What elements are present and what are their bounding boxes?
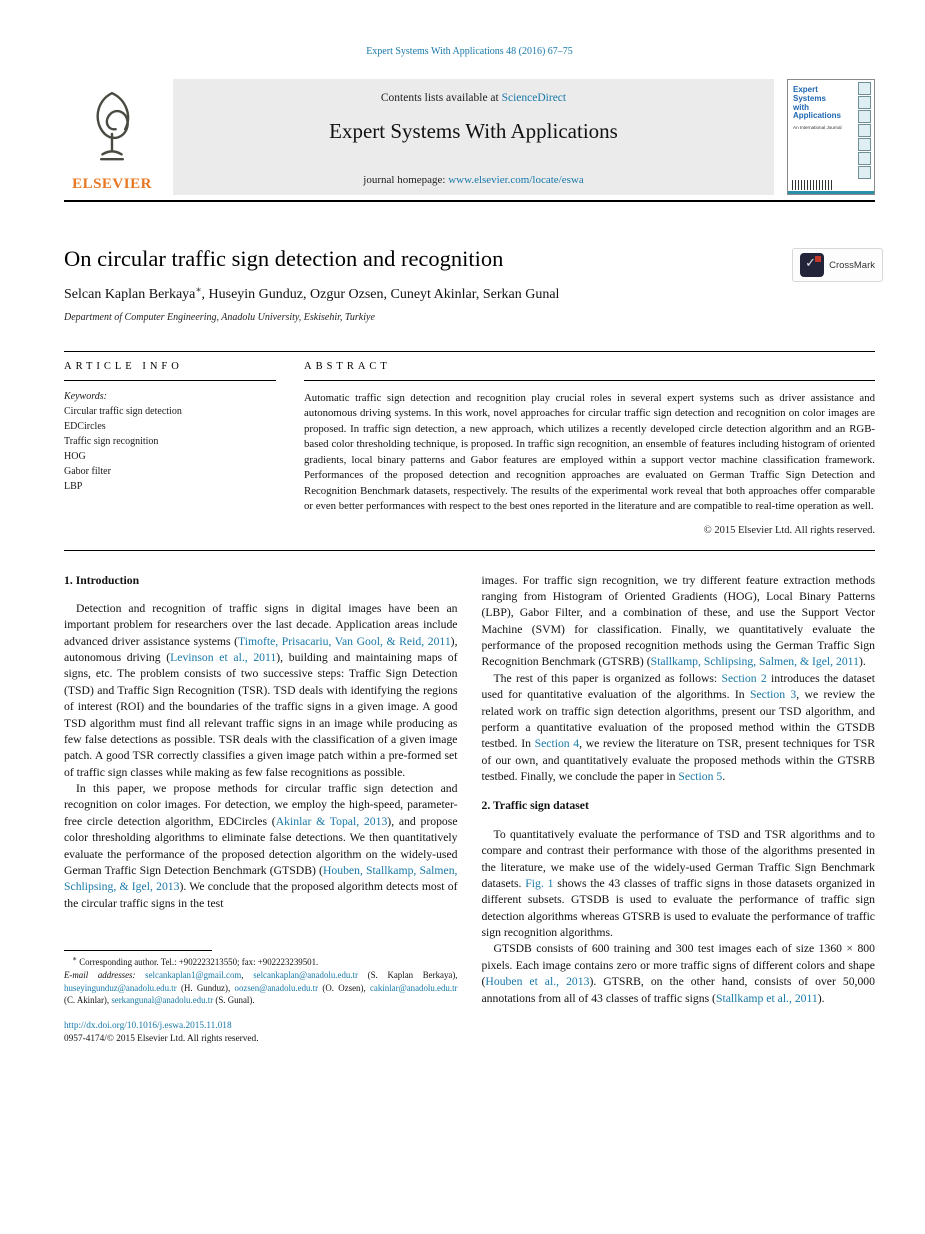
crossmark-badge[interactable] (792, 248, 883, 282)
text-segment: ). GTSRB, on the other hand, consists of over 50,000 annotations from all of 43 classes of traffic signs ( (481, 975, 875, 1005)
text-segment: Corresponding author. Tel.: +902223213550; fax: +902223239501. (77, 957, 319, 968)
text-segment: GTSDB consists of 600 training and 300 test images each of size 1360 × 800 pixels. Each image contains zero or more traffic signs of different colors and shape ( (481, 942, 875, 989)
body-column-right (482, 573, 876, 1007)
cover-subtitle: An International Journal (793, 125, 842, 131)
inline-link[interactable]: Houben et al., 2013 (485, 975, 590, 989)
paragraph (482, 671, 876, 786)
cover-title-line: Expert (793, 85, 818, 94)
journal-cover-thumbnail (787, 79, 875, 195)
issn-copyright-line: 0957-4174/© 2015 Elsevier Ltd. All rights reserved. (64, 1033, 259, 1044)
keyword-item: Gabor filter (64, 466, 111, 477)
text-segment: In this paper, we propose methods for circular traffic sign detection and recognition on color images. For detection, we employ the high-speed, parameter-free circle detection algorithm, EDCircles ( (64, 782, 458, 828)
keyword-item: Traffic sign recognition (64, 436, 159, 447)
paragraph (482, 573, 876, 671)
footnote-rule (64, 950, 212, 951)
doi-link[interactable]: http://dx.doi.org/10.1016/j.eswa.2015.11.018 (64, 1020, 232, 1031)
text-segment: (S. Gunal). (213, 995, 255, 1006)
crossmark-label: CrossMark (829, 259, 875, 271)
inline-link[interactable]: oozsen@anadolu.edu.tr (234, 982, 319, 993)
email-addresses-note (64, 969, 458, 1007)
text-segment: images. For traffic sign recognition, we try different feature extraction methods ranging from Histogram of Oriented Gradients (HOG), Local Binary Patterns (LBP), Gabor Filter, and a combination of these, and use the Support Vector Machine (SVM) for classification. Finally, we quantitatively evaluate the performance of the proposed recognition methods using the German Traffic Sign Recognition Benchmark (GTSRB) ( (481, 573, 875, 669)
abstract-heading: ABSTRACT (304, 361, 875, 381)
text-segment: (S. Kaplan Berkaya), (357, 969, 458, 980)
keyword-item: HOG (64, 451, 86, 462)
text-segment: shows the 43 classes of traffic signs in those datasets organized in different subsets. GTSDB is used to evaluate the performance of traffic sign detection algorithms whereas GTSRB is used to evaluate the performance of traffic sign recognition algorithms. (481, 876, 876, 939)
text-segment: (O. Ozsen), (318, 982, 370, 993)
inline-link[interactable]: Houben, Stallkamp, Salmen, Schlipsing, & Igel, 2013 (64, 863, 458, 894)
cover-icon-cell (858, 82, 871, 95)
inline-link[interactable]: Levinson et al., 2011 (170, 651, 277, 664)
inline-link[interactable]: Timofte, Prisacariu, Van Gool, & Reid, 2011 (238, 634, 451, 648)
footnote-block (64, 938, 458, 1007)
journal-header-box (173, 79, 774, 195)
sciencedirect-link[interactable]: ScienceDirect (501, 92, 567, 104)
text-segment: To quantitatively evaluate the performance of TSD and TSR algorithms and to compare and contrast their performance with those of the algorithms presented in the literature, we make use of the widely-used German Traffic Sign Benchmark datasets. (481, 827, 875, 890)
text-segment: ), autonomous driving ( (64, 634, 458, 664)
text-segment: ). (858, 655, 866, 669)
cover-title-line: Systems (793, 93, 826, 103)
text-segment: (C. Akinlar), (64, 995, 112, 1006)
inline-link[interactable]: Akinlar & Topal, 2013 (275, 814, 388, 828)
inline-link[interactable]: Section 3 (749, 688, 797, 702)
inline-link[interactable]: Stallkamp et al., 2011 (715, 991, 818, 1005)
corresponding-author-note (64, 956, 458, 969)
article-info-heading: ARTICLE INFO (64, 361, 276, 381)
cover-title-line: Applications (793, 111, 842, 121)
section-1-heading: 1. Introduction (64, 573, 140, 587)
cover-icon-cell (858, 152, 871, 165)
body-column-left (64, 573, 458, 1007)
text-segment: , (241, 969, 254, 980)
body-columns (64, 573, 875, 1007)
text-segment: ). (817, 991, 825, 1005)
keyword-item: Circular traffic sign detection (64, 406, 182, 417)
journal-homepage-line (363, 174, 583, 186)
author-affiliation: Department of Computer Engineering, Anadolu University, Eskisehir, Turkiye (64, 312, 375, 323)
journal-homepage-link[interactable]: www.elsevier.com/locate/eswa (448, 174, 584, 186)
text-segment: The rest of this paper is organized as follows: (493, 671, 722, 685)
cover-icon-cell (858, 166, 871, 179)
author-list (64, 284, 875, 303)
superscript-marker: ∗ (72, 954, 78, 964)
inline-link[interactable]: Fig. 1 (525, 876, 554, 890)
journal-banner (64, 79, 875, 195)
keyword-item: EDCircles (64, 421, 106, 432)
paragraph (482, 941, 876, 1007)
journal-citation-header: Expert Systems With Applications 48 (2016) 67–75 (366, 46, 573, 57)
inline-link[interactable]: Stallkamp, Schlipsing, Salmen, & Igel, 2011 (650, 655, 859, 669)
inline-link[interactable]: selcankaplan1@gmail.com (145, 969, 242, 980)
text-segment: ), building and maintaining maps of signs, etc. The problem consists of two successive steps: Traffic Sign Detection (TSD) and Traffic Sign Recognition (TSR). TSD deals with identifying the regions of interest (ROI) and the boundaries of the traffic signs in a given image. A good TSD algorithm must find all relevant traffic signs in an image while producing as few false detections as possible. TSR deals with the classification of a given image patch. A good TSR correctly classifies a given image patch within a pre-formed set of traffic sign classes while making as few false recognitions as possible. (64, 651, 458, 779)
paragraph (64, 601, 458, 781)
text-segment: Detection and recognition of traffic signs in digital images have been an important problem for researchers over the last decade. Application areas include advanced driver assistance systems ( (64, 601, 458, 648)
cover-icon-cell (858, 138, 871, 151)
inline-link[interactable]: selcankaplan@anadolu.edu.tr (253, 969, 358, 980)
text-segment: (H. Gunduz), (176, 982, 235, 993)
page-footer (64, 1021, 875, 1044)
inline-link[interactable]: Section 2 (721, 671, 767, 685)
text-segment: introduces the dataset used for quantitative evaluation of the algorithms. In (481, 671, 875, 702)
text-segment: Selcan Kaplan Berkaya (64, 287, 196, 302)
elsevier-tree-icon (76, 79, 148, 176)
inline-link[interactable]: huseyingunduz@anadolu.edu.tr (64, 982, 177, 993)
paragraph (482, 827, 876, 942)
text-segment: , we review the literature on TSR, present techniques for TSR of our own, and quantitatively evaluate the proposed methods within the GTSRB testbed. Finally, we conclude the paper in (481, 737, 875, 783)
banner-divider-rule (64, 200, 875, 202)
article-title: On circular traffic sign detection and recognition (64, 246, 504, 271)
abstract-text: Automatic traffic sign detection and recognition play crucial roles in several expert systems such as driver assistance and autonomous driving systems. In this work, novel approaches for circular traffic sign detection and recognition on color images are proposed. In traffic sign detection, a new approach, which utilizes a recently developed circle detection algorithm and an RGB-based color thresholding technique, is proposed. In traffic sign recognition, an ensemble of features including histogram of oriented gradients, local binary patterns and Gabor features are employed within a support vector machine classification framework. Performances of the proposed detection and recognition approaches are evaluated on German Traffic Sign Detection and Recognition Benchmark datasets, respectively. The results of the experimental work reveal that both approaches offer comparable or even better performances with respect to the best ones reported in the literature and are compatible to real-time operation as well. (304, 392, 875, 513)
superscript-marker: ∗ (195, 284, 202, 295)
elsevier-logo (64, 79, 160, 195)
cover-icon-grid (858, 82, 872, 179)
contents-list-prefix: Contents lists available at (380, 92, 502, 104)
cover-icon-cell (858, 110, 871, 123)
abstract-column (304, 352, 875, 550)
homepage-prefix: journal homepage: (363, 174, 449, 186)
article-info-abstract-block (64, 351, 875, 551)
journal-title: Expert Systems With Applications (329, 119, 618, 143)
section-2-heading: 2. Traffic sign dataset (481, 799, 589, 813)
cover-icon-cell (858, 124, 871, 137)
cover-barcode (792, 180, 832, 190)
text-segment: , we review the related work on traffic sign detection algorithms, present our TSD algorithm, and perform a quantitative evaluation of the proposed method within the GTSDB testbed. In (481, 688, 875, 751)
cover-title (793, 86, 851, 130)
text-segment: ). We conclude that the proposed algorithm detects most of the circular traffic signs in the test (64, 880, 458, 910)
inline-link[interactable]: Section 4 (534, 737, 580, 751)
article-info-column (64, 352, 276, 550)
contents-list-line (381, 92, 566, 104)
copyright-line: © 2015 Elsevier Ltd. All rights reserved. (703, 524, 875, 536)
cover-accent-bar (788, 191, 874, 194)
text-segment: E-mail addresses: (64, 969, 146, 980)
inline-link[interactable]: Section 5 (678, 770, 723, 783)
keyword-item: LBP (64, 481, 83, 492)
keywords-label: Keywords: (64, 391, 107, 402)
inline-link[interactable]: serkangunal@anadolu.edu.tr (111, 995, 214, 1006)
text-segment: . (722, 770, 726, 783)
cover-title-line: with (793, 102, 809, 112)
text-segment: , Huseyin Gunduz, Ozgur Ozsen, Cuneyt Akinlar, Serkan Gunal (201, 287, 560, 302)
text-segment: ), and propose color thresholding algorithms to eliminate false detections. We then quantitatively evaluate the performance of the proposed detection algorithm on the widely-used German Traffic Sign Detection Benchmark (GTSDB) ( (64, 814, 458, 877)
crossmark-icon (800, 253, 824, 277)
paragraph (64, 781, 458, 912)
elsevier-wordmark: ELSEVIER (72, 176, 152, 192)
title-block (64, 246, 875, 272)
inline-link[interactable]: cakinlar@anadolu.edu.tr (369, 982, 458, 993)
cover-icon-cell (858, 96, 871, 109)
